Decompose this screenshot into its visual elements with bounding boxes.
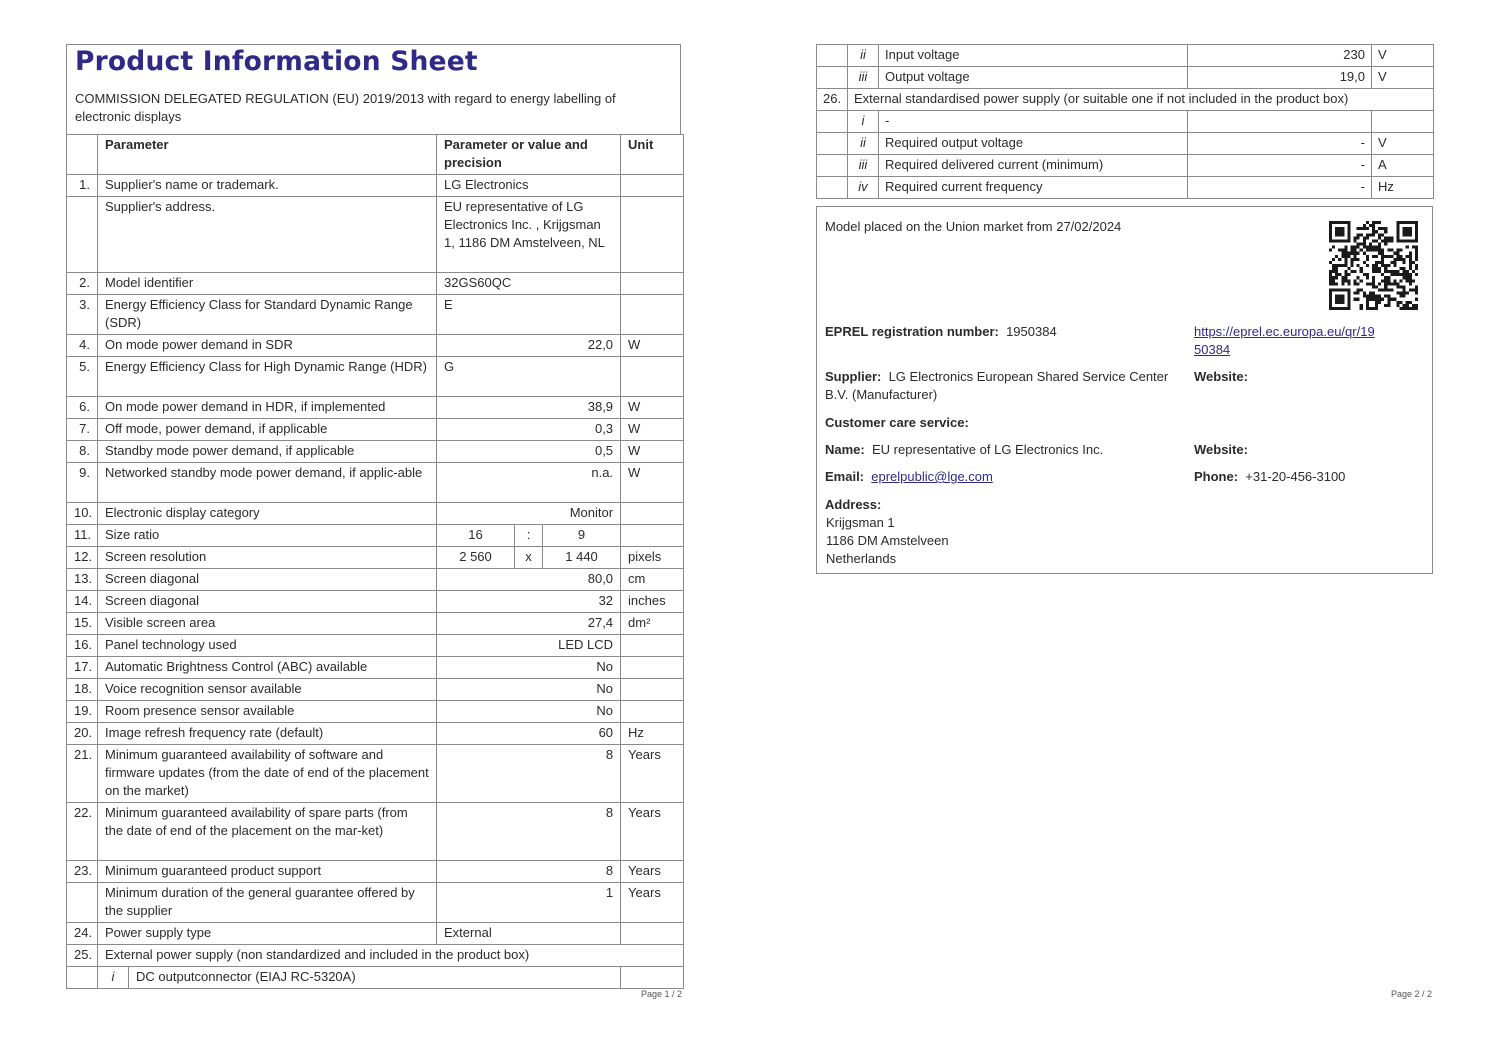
row-number: 23. xyxy=(67,861,98,883)
row-unit xyxy=(621,679,684,701)
sheet-header xyxy=(66,44,681,134)
row-label: Input voltage xyxy=(879,45,1188,67)
address-line: 1186 DM Amstelveen xyxy=(826,533,949,548)
row-number xyxy=(67,197,98,273)
eprel-url-line1[interactable]: https://eprel.ec.europa.eu/qr/19 xyxy=(1194,324,1375,339)
row-unit xyxy=(621,197,684,273)
row-value: 27,4 xyxy=(437,613,621,635)
table-row xyxy=(67,569,684,591)
eprel-label: EPREL registration number: xyxy=(825,324,999,339)
power-supply-table xyxy=(816,44,1434,199)
phone-label: Phone: xyxy=(1194,469,1239,484)
row-number: 9. xyxy=(67,463,98,503)
row-unit xyxy=(621,967,684,989)
subrow-text: DC outputconnector (EIAJ RC-5320A) xyxy=(129,967,621,989)
row-number: 22. xyxy=(67,803,98,861)
row-parameter: Supplier's name or trademark. xyxy=(98,175,437,197)
row-value-a: 2 560 xyxy=(437,547,515,569)
table-row xyxy=(67,463,684,503)
table-header-row xyxy=(67,135,684,175)
table-row xyxy=(67,175,684,197)
row-label: Output voltage xyxy=(879,67,1188,89)
regulation-subtitle: COMMISSION DELEGATED REGULATION (EU) 2019/2013 with regard to energy labelling of electronic displays xyxy=(75,91,616,124)
row-parameter: Minimum guaranteed product support xyxy=(98,861,437,883)
row-parameter: Off mode, power demand, if applicable xyxy=(98,419,437,441)
eprel-link[interactable] xyxy=(1194,323,1375,359)
row-unit: W xyxy=(621,419,684,441)
row-value: - xyxy=(1188,177,1372,199)
row-number xyxy=(817,177,848,199)
row-unit: W xyxy=(621,335,684,357)
row-number xyxy=(817,45,848,67)
row-unit xyxy=(621,525,684,547)
row-value: 22,0 xyxy=(437,335,621,357)
row-unit: Years xyxy=(621,861,684,883)
table-row xyxy=(67,883,684,923)
header-number-cell xyxy=(67,135,98,175)
email-link[interactable]: eprelpublic@lge.com xyxy=(871,469,993,484)
row-unit: inches xyxy=(621,591,684,613)
row-parameter: Room presence sensor available xyxy=(98,701,437,723)
row-label: External standardised power supply (or suitable one if not included in the product box) xyxy=(848,89,1434,111)
row-index: iv xyxy=(848,177,879,199)
table-row xyxy=(817,177,1434,199)
table-row xyxy=(67,635,684,657)
row-number: 13. xyxy=(67,569,98,591)
table-row xyxy=(67,397,684,419)
table-row xyxy=(817,133,1434,155)
row-value: 0,3 xyxy=(437,419,621,441)
row-value-separator: : xyxy=(515,525,543,547)
address-label: Address: xyxy=(825,497,882,512)
row-number: 16. xyxy=(67,635,98,657)
market-placement-date: Model placed on the Union market from 27/02/2024 xyxy=(825,219,1122,234)
row-value: 8 xyxy=(437,861,621,883)
table-row xyxy=(67,701,684,723)
row-unit: cm xyxy=(621,569,684,591)
row-value: 8 xyxy=(437,745,621,803)
row-unit: Hz xyxy=(621,723,684,745)
table-row xyxy=(67,547,684,569)
name-value: EU representative of LG Electronics Inc. xyxy=(871,442,1104,457)
row-parameter: Electronic display category xyxy=(98,503,437,525)
row-unit xyxy=(621,357,684,397)
email-label: Email: xyxy=(825,469,865,484)
row-value: 8 xyxy=(437,803,621,861)
row-value: E xyxy=(437,295,621,335)
table-row xyxy=(67,861,684,883)
row-unit: W xyxy=(621,441,684,463)
row-unit: W xyxy=(621,397,684,419)
row-unit xyxy=(621,175,684,197)
row-parameter: Minimum duration of the general guarantee offered by the supplier xyxy=(98,883,437,923)
row-unit: W xyxy=(621,463,684,503)
table-row xyxy=(67,441,684,463)
row-label: - xyxy=(879,111,1188,133)
table-row xyxy=(817,67,1434,89)
row-parameter: Power supply type xyxy=(98,923,437,945)
supplier-line1: LG Electronics European Shared Service Center xyxy=(888,369,1169,384)
row-number xyxy=(817,155,848,177)
row-unit xyxy=(621,635,684,657)
table-row xyxy=(817,45,1434,67)
row-number: 18. xyxy=(67,679,98,701)
table-row xyxy=(67,613,684,635)
row-number: 19. xyxy=(67,701,98,723)
row-unit xyxy=(621,701,684,723)
table-subrow xyxy=(67,967,684,989)
row-value: G xyxy=(437,357,621,397)
table-row xyxy=(67,335,684,357)
row-unit xyxy=(1372,111,1434,133)
eprel-url-line2[interactable]: 50384 xyxy=(1194,342,1231,357)
table-row xyxy=(67,273,684,295)
address-line: Netherlands xyxy=(826,551,897,566)
row-parameter: On mode power demand in SDR xyxy=(98,335,437,357)
row-unit xyxy=(621,295,684,335)
row-number: 3. xyxy=(67,295,98,335)
table-row xyxy=(67,945,684,967)
table-row xyxy=(67,197,684,273)
row-parameter: Screen resolution xyxy=(98,547,437,569)
row-number: 15. xyxy=(67,613,98,635)
row-value: - xyxy=(1188,133,1372,155)
row-number: 25. xyxy=(67,945,98,967)
row-value: 60 xyxy=(437,723,621,745)
row-unit: V xyxy=(1372,67,1434,89)
row-parameter: Energy Efficiency Class for High Dynamic Range (HDR) xyxy=(98,357,437,397)
address-block xyxy=(826,514,949,568)
row-number: 14. xyxy=(67,591,98,613)
row-value-a: 16 xyxy=(437,525,515,547)
row-parameter: Networked standby mode power demand, if applic-able xyxy=(98,463,437,503)
row-index: iii xyxy=(848,67,879,89)
supplier-website-label: Website: xyxy=(1194,369,1248,384)
row-number: 1. xyxy=(67,175,98,197)
row-parameter: Screen diagonal xyxy=(98,569,437,591)
phone-value: +31-20-456-3100 xyxy=(1245,469,1346,484)
row-number xyxy=(67,883,98,923)
table-row xyxy=(67,745,684,803)
row-value: 230 xyxy=(1188,45,1372,67)
row-value: n.a. xyxy=(437,463,621,503)
row-value: 80,0 xyxy=(437,569,621,591)
row-parameter: Panel technology used xyxy=(98,635,437,657)
row-value xyxy=(1188,111,1372,133)
row-value: 32 xyxy=(437,591,621,613)
row-value: 32GS60QC xyxy=(437,273,621,295)
row-number: 10. xyxy=(67,503,98,525)
row-label: Required current frequency xyxy=(879,177,1188,199)
row-number: 6. xyxy=(67,397,98,419)
row-value: LED LCD xyxy=(437,635,621,657)
row-unit xyxy=(621,273,684,295)
table-row xyxy=(67,723,684,745)
page-title: Product Information Sheet xyxy=(75,46,478,77)
address-line: Krijgsman 1 xyxy=(826,515,895,530)
row-number xyxy=(817,111,848,133)
row-value-separator: x xyxy=(515,547,543,569)
row-value: LG Electronics xyxy=(437,175,621,197)
row-parameter: Image refresh frequency rate (default) xyxy=(98,723,437,745)
table-row xyxy=(67,923,684,945)
row-number: 26. xyxy=(817,89,848,111)
row-number: 7. xyxy=(67,419,98,441)
row-value: External xyxy=(437,923,621,945)
table-row xyxy=(67,591,684,613)
row-parameter: Supplier's address. xyxy=(98,197,437,273)
row-value: No xyxy=(437,657,621,679)
row-unit: Hz xyxy=(1372,177,1434,199)
name-label: Name: xyxy=(825,442,865,457)
header-unit: Unit xyxy=(621,135,684,175)
row-value: 1 xyxy=(437,883,621,923)
subrow-index: i xyxy=(98,967,129,989)
row-number: 2. xyxy=(67,273,98,295)
row-parameter: On mode power demand in HDR, if implemented xyxy=(98,397,437,419)
row-parameter: Size ratio xyxy=(98,525,437,547)
eprel-info-box xyxy=(816,206,1433,574)
page-footer-1: Page 1 / 2 xyxy=(641,989,683,999)
row-unit xyxy=(621,503,684,525)
row-value: No xyxy=(437,701,621,723)
row-value: 19,0 xyxy=(1188,67,1372,89)
qr-code-icon xyxy=(1329,221,1418,310)
header-parameter: Parameter xyxy=(98,135,437,175)
customer-care-heading: Customer care service: xyxy=(825,415,969,430)
row-unit xyxy=(621,923,684,945)
row-parameter: Model identifier xyxy=(98,273,437,295)
row-unit: V xyxy=(1372,133,1434,155)
row-value: No xyxy=(437,679,621,701)
row-number: 12. xyxy=(67,547,98,569)
table-row xyxy=(67,295,684,335)
row-value-b: 9 xyxy=(543,525,621,547)
row-unit: Years xyxy=(621,803,684,861)
row-number: 4. xyxy=(67,335,98,357)
row-number: 21. xyxy=(67,745,98,803)
row-parameter: External power supply (non standardized and included in the product box) xyxy=(98,945,684,967)
table-row xyxy=(67,503,684,525)
row-value: EU representative of LG Electronics Inc. , Krijgsman 1, 1186 DM Amstelveen, NL xyxy=(437,197,621,273)
row-value-b: 1 440 xyxy=(543,547,621,569)
row-unit: A xyxy=(1372,155,1434,177)
row-number: 8. xyxy=(67,441,98,463)
row-parameter: Minimum guaranteed availability of software and firmware updates (from the date of end of the placement on the market) xyxy=(98,745,437,803)
table-row xyxy=(67,657,684,679)
table-row xyxy=(67,357,684,397)
row-value: 0,5 xyxy=(437,441,621,463)
row-unit: Years xyxy=(621,883,684,923)
row-parameter: Minimum guaranteed availability of spare parts (from the date of end of the placement on the mar-ket) xyxy=(98,803,437,861)
row-unit: Years xyxy=(621,745,684,803)
row-unit xyxy=(621,657,684,679)
table-row xyxy=(67,679,684,701)
table-row xyxy=(67,419,684,441)
row-parameter: Automatic Brightness Control (ABC) available xyxy=(98,657,437,679)
table-row xyxy=(67,803,684,861)
row-value: Monitor xyxy=(437,503,621,525)
row-parameter: Visible screen area xyxy=(98,613,437,635)
row-parameter: Voice recognition sensor available xyxy=(98,679,437,701)
table-row xyxy=(817,89,1434,111)
eprel-number: 1950384 xyxy=(1006,324,1057,339)
row-number xyxy=(817,133,848,155)
row-parameter: Screen diagonal xyxy=(98,591,437,613)
header-value: Parameter or value and precision xyxy=(437,135,621,175)
row-number xyxy=(67,967,98,989)
row-label: Required output voltage xyxy=(879,133,1188,155)
table-row xyxy=(817,155,1434,177)
page-footer-2: Page 2 / 2 xyxy=(1391,989,1433,999)
row-value: 38,9 xyxy=(437,397,621,419)
product-info-table xyxy=(66,134,684,989)
row-unit: pixels xyxy=(621,547,684,569)
row-index: iii xyxy=(848,155,879,177)
row-number: 24. xyxy=(67,923,98,945)
table-row xyxy=(67,525,684,547)
row-index: ii xyxy=(848,133,879,155)
row-number: 5. xyxy=(67,357,98,397)
supplier-line2: B.V. (Manufacturer) xyxy=(825,387,938,402)
row-number xyxy=(817,67,848,89)
row-index: ii xyxy=(848,45,879,67)
row-unit: dm² xyxy=(621,613,684,635)
row-parameter: Energy Efficiency Class for Standard Dynamic Range (SDR) xyxy=(98,295,437,335)
row-parameter: Standby mode power demand, if applicable xyxy=(98,441,437,463)
row-number: 20. xyxy=(67,723,98,745)
row-number: 17. xyxy=(67,657,98,679)
row-value: - xyxy=(1188,155,1372,177)
care-website-label: Website: xyxy=(1194,442,1248,457)
row-index: i xyxy=(848,111,879,133)
row-unit: V xyxy=(1372,45,1434,67)
supplier-label: Supplier: xyxy=(825,369,882,384)
table-row xyxy=(817,111,1434,133)
row-number: 11. xyxy=(67,525,98,547)
row-label: Required delivered current (minimum) xyxy=(879,155,1188,177)
